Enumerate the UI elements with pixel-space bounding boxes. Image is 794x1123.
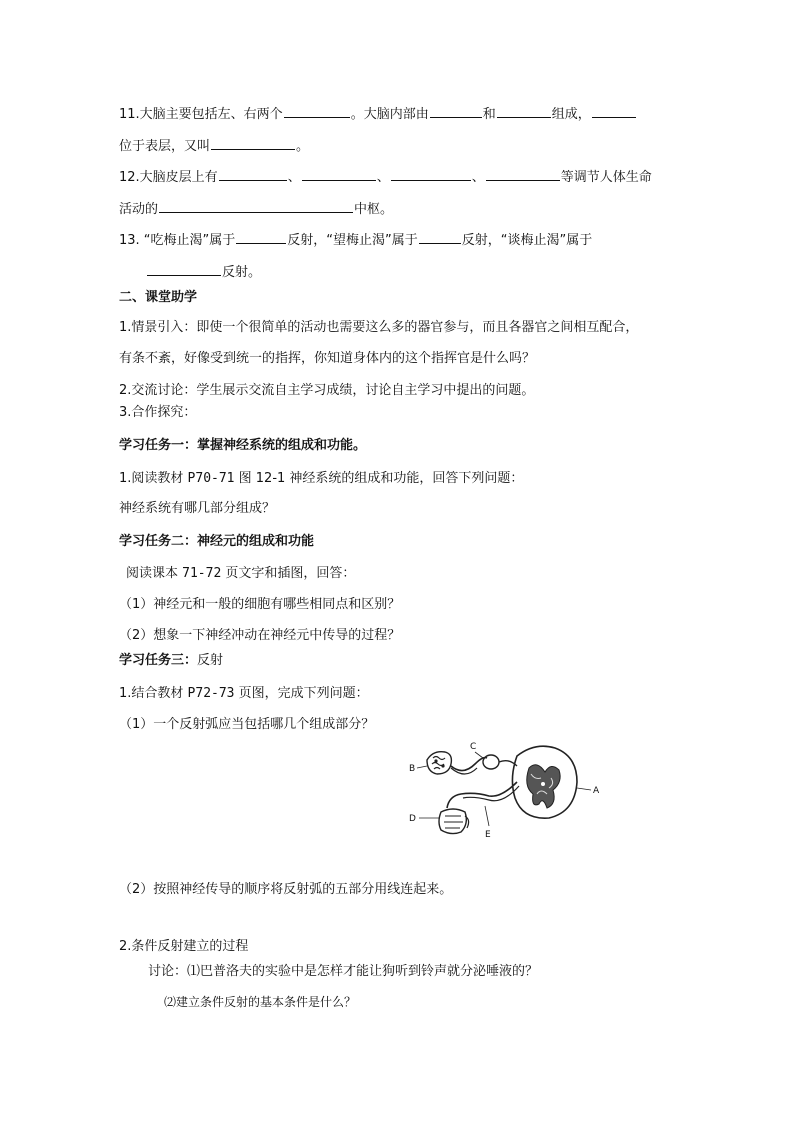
answer-blank[interactable] — [486, 167, 560, 181]
task-1-question-2: 神经系统有哪几部分组成？ — [119, 501, 276, 516]
q12-text-a: 12.大脑皮层上有 — [119, 170, 218, 185]
task-3-question-1 — [119, 685, 369, 703]
answer-blank[interactable] — [419, 230, 461, 244]
label-c: C — [470, 742, 477, 752]
separator: 、 — [376, 170, 390, 185]
q12-text-d: 中枢。 — [354, 202, 394, 217]
answer-blank[interactable] — [592, 104, 636, 118]
part-2-title: 2.条件反射建立的过程 — [119, 939, 249, 954]
task-3-q1-pre: 1.结合教材 — [119, 686, 188, 701]
task-1-title: 学习任务一：掌握神经系统的组成和功能。 — [119, 438, 367, 453]
task-1-question-1 — [119, 470, 523, 488]
separator: 、 — [287, 170, 301, 185]
question-12-line-2 — [119, 199, 393, 219]
task-2-read-post: 页文字和插图，回答： — [221, 566, 356, 581]
answer-blank[interactable] — [211, 136, 295, 150]
task-2-question-1: （1）神经元和一般的细胞有哪些相同点和区别？ — [119, 597, 401, 612]
task-3-sub-1: （1）一个反射弧应当包括哪几个组成部分？ — [119, 717, 375, 732]
receptor-icon — [427, 752, 451, 774]
task-3-q1-post: 页图，完成下列问题： — [234, 686, 369, 701]
task-1-q1-pre: 1.阅读教材 — [119, 471, 188, 486]
answer-blank[interactable] — [236, 230, 286, 244]
q12-text-b: 等调节人体生命 — [560, 170, 652, 185]
efferent-nerve — [447, 782, 517, 808]
task-2-read-pre: 阅读课本 — [126, 566, 183, 581]
reflex-arc-diagram — [405, 738, 620, 843]
question-13-line-2 — [119, 262, 261, 282]
discussion-1: 讨论：⑴巴普洛夫的实验中是怎样才能让狗听到铃声就分泌唾液的？ — [148, 964, 539, 979]
q11-text-b: 。大脑内部由 — [350, 107, 429, 122]
task-3-title-rest: 反射 — [197, 653, 224, 668]
question-12-line-1 — [119, 167, 652, 187]
task-3-title-bold: 学习任务三： — [119, 653, 198, 668]
q11-text-d: 组成， — [551, 107, 591, 122]
q13-text-c: 反射，“谈梅止渴”属于 — [461, 233, 593, 248]
task-2-title: 学习任务二：神经元的组成和功能 — [119, 534, 315, 549]
task-3-sub-2: （2）按照神经传导的顺序将反射弧的五部分用线连起来。 — [119, 882, 453, 897]
question-11-line-2 — [119, 136, 309, 156]
afferent-nerve — [451, 758, 487, 771]
task-2-read-pages: 71-72 — [182, 566, 222, 581]
q11-text-f: 。 — [296, 139, 310, 154]
answer-blank[interactable] — [284, 104, 350, 118]
separator: 、 — [471, 170, 485, 185]
label-a: A — [593, 786, 600, 796]
task-3-title — [119, 652, 223, 670]
answer-blank[interactable] — [497, 104, 551, 118]
item-2: 2.交流讨论：学生展示交流自主学习成绩，讨论自主学习中提出的问题。 — [119, 383, 535, 398]
answer-blank[interactable] — [159, 199, 353, 213]
label-e: E — [485, 830, 491, 840]
label-b: B — [409, 764, 416, 774]
answer-blank[interactable] — [430, 104, 482, 118]
ganglion — [483, 755, 499, 769]
item-1-line-2: 有条不紊，好像受到统一的指挥，你知道身体内的这个指挥官是什么吗？ — [119, 351, 536, 366]
q11-text-e: 位于表层，又叫 — [119, 139, 211, 154]
section-heading: 二、课堂助学 — [119, 290, 198, 305]
q13-text-a: 13. “吃梅止渴”属于 — [119, 233, 236, 248]
answer-blank[interactable] — [302, 167, 376, 181]
spinal-cord-icon — [512, 746, 577, 818]
q13-text-b: 反射，“望梅止渴”属于 — [287, 233, 418, 248]
task-3-q1-pages: P72-73 — [187, 686, 235, 701]
task-1-q1-post: 图 12-1 神经系统的组成和功能，回答下列问题： — [234, 471, 524, 486]
q12-text-c: 活动的 — [119, 202, 159, 217]
q11-text-c: 和 — [482, 107, 496, 122]
task-2-read — [126, 565, 355, 583]
item-1-line-1: 1.情景引入：即使一个很简单的活动也需要这么多的器官参与，而且各器官之间相互配合， — [119, 320, 639, 335]
task-2-question-2: （2）想象一下神经冲动在神经元中传导的过程？ — [119, 628, 401, 643]
answer-blank[interactable] — [219, 167, 287, 181]
task-1-q1-pages: P70-71 — [187, 471, 235, 486]
discussion-2: ⑵建立条件反射的基本条件是什么？ — [164, 995, 357, 1009]
q11-text-a: 11.大脑主要包括左、右两个 — [119, 107, 283, 122]
answer-blank[interactable] — [147, 262, 221, 276]
effector-icon — [439, 809, 469, 834]
question-13-line-1 — [119, 230, 592, 250]
item-3: 3.合作探究： — [119, 405, 197, 420]
answer-blank[interactable] — [391, 167, 471, 181]
label-d: D — [409, 814, 416, 824]
q13-text-d: 反射。 — [222, 265, 262, 280]
question-11-line-1 — [119, 104, 637, 124]
